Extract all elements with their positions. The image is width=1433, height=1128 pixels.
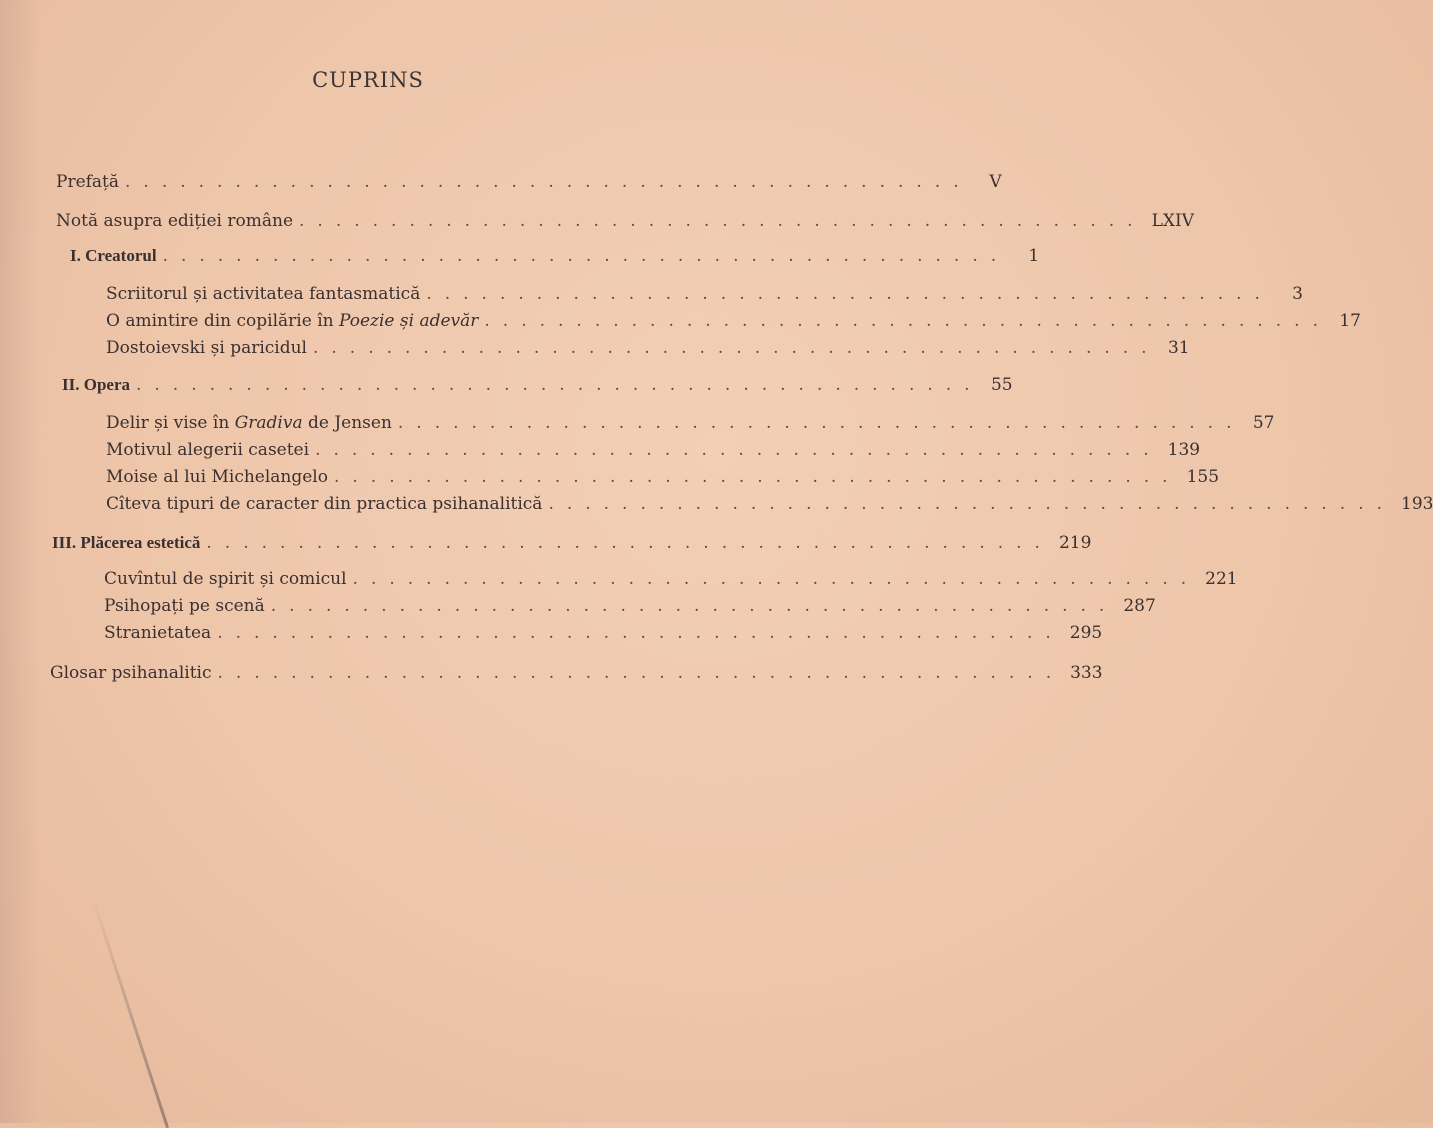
entry-page: 287 xyxy=(1123,596,1156,616)
leader-dots: .............................................. xyxy=(125,172,972,192)
entry-page: 3 xyxy=(1292,284,1303,304)
leader-dots: .............................................. xyxy=(206,533,1053,553)
entry-label: Motivul alegerii casetei xyxy=(106,440,310,460)
toc-section-opera xyxy=(62,375,1013,401)
entry-page: 31 xyxy=(1167,338,1190,358)
leader-dots: .............................................. xyxy=(313,338,1160,358)
entry-page: LXIV xyxy=(1151,211,1194,231)
entry-label: Prefață xyxy=(56,172,120,192)
entry-page: V xyxy=(989,172,1002,192)
leader-dots: .............................................. xyxy=(352,569,1200,589)
toc-entry-motivul xyxy=(106,440,1201,466)
entry-page: 221 xyxy=(1205,569,1238,589)
page-title: CUPRINS xyxy=(312,68,424,92)
entry-page: 17 xyxy=(1339,311,1361,331)
toc-entry-moise xyxy=(106,467,1220,493)
section-label: I. Creatorul xyxy=(70,246,157,265)
leader-dots: .............................................. xyxy=(426,284,1273,304)
entry-page: 55 xyxy=(990,375,1013,395)
entry-label: Moise al lui Michelangelo xyxy=(106,467,328,487)
entry-label: Dostoievski și paricidul xyxy=(106,338,307,358)
leader-dots: .............................................. xyxy=(315,440,1162,460)
leader-dots: .............................................. xyxy=(333,467,1181,487)
leader-dots: .............................................. xyxy=(270,596,1118,616)
toc-entry-psihopati xyxy=(104,596,1156,622)
entry-label: O amintire din copilărie în Poezie și adevăr xyxy=(106,311,479,331)
section-label: III. Plăcerea estetică xyxy=(52,533,201,552)
toc-entry-amintire xyxy=(106,311,1361,337)
toc-entry-dostoievski xyxy=(106,338,1190,364)
leader-dots: .............................................. xyxy=(397,413,1245,433)
paper-crease xyxy=(92,899,169,1128)
leader-dots: .............................................. xyxy=(548,494,1396,514)
leader-dots: .............................................. xyxy=(136,375,983,395)
entry-page: 333 xyxy=(1070,663,1103,683)
entry-label: Delir și vise în Gradiva de Jensen xyxy=(106,413,392,433)
toc-entry-glosar xyxy=(50,663,1103,689)
section-label: II. Opera xyxy=(62,375,130,394)
entry-label: Scriitorul și activitatea fantasmatică xyxy=(106,284,421,304)
entry-label: Cîteva tipuri de caracter din practica psihanalitică xyxy=(106,494,543,514)
leader-dots: .............................................. xyxy=(299,211,1146,231)
leader-dots: .............................................. xyxy=(162,246,1010,266)
toc-entry-stranietatea xyxy=(104,623,1103,649)
toc-section-placerea xyxy=(52,533,1092,559)
entry-page: 139 xyxy=(1167,440,1201,460)
entry-label: Glosar psihanalitic xyxy=(50,663,212,683)
toc-entry-cuvintul xyxy=(104,569,1238,595)
entry-label-italic: Poezie și adevăr xyxy=(338,311,479,331)
toc-section-creatorul xyxy=(70,246,1040,272)
entry-page: 57 xyxy=(1252,413,1275,433)
toc-entry-delir xyxy=(106,413,1275,439)
leader-dots: .............................................. xyxy=(217,663,1065,683)
toc-entry-prefata xyxy=(56,172,1002,198)
entry-page: 193 xyxy=(1401,494,1433,514)
entry-label-italic: Gradiva xyxy=(234,413,303,433)
toc-entry-scriitorul xyxy=(106,284,1303,310)
entry-label: Stranietatea xyxy=(104,623,212,643)
entry-page: 155 xyxy=(1186,467,1220,487)
toc-entry-tipuri xyxy=(106,494,1433,520)
entry-label: Notă asupra ediției române xyxy=(56,211,294,231)
entry-label: Psihopați pe scenă xyxy=(104,596,265,616)
toc-entry-nota xyxy=(56,211,1194,237)
leader-dots: .............................................. xyxy=(217,623,1064,643)
entry-page: 219 xyxy=(1058,533,1092,553)
page-edge-shading xyxy=(0,0,40,1123)
leader-dots: .............................................. xyxy=(484,311,1331,331)
entry-page: 295 xyxy=(1069,623,1103,643)
entry-label: Cuvîntul de spirit și comicul xyxy=(104,569,347,589)
entry-page: 1 xyxy=(1028,246,1040,266)
